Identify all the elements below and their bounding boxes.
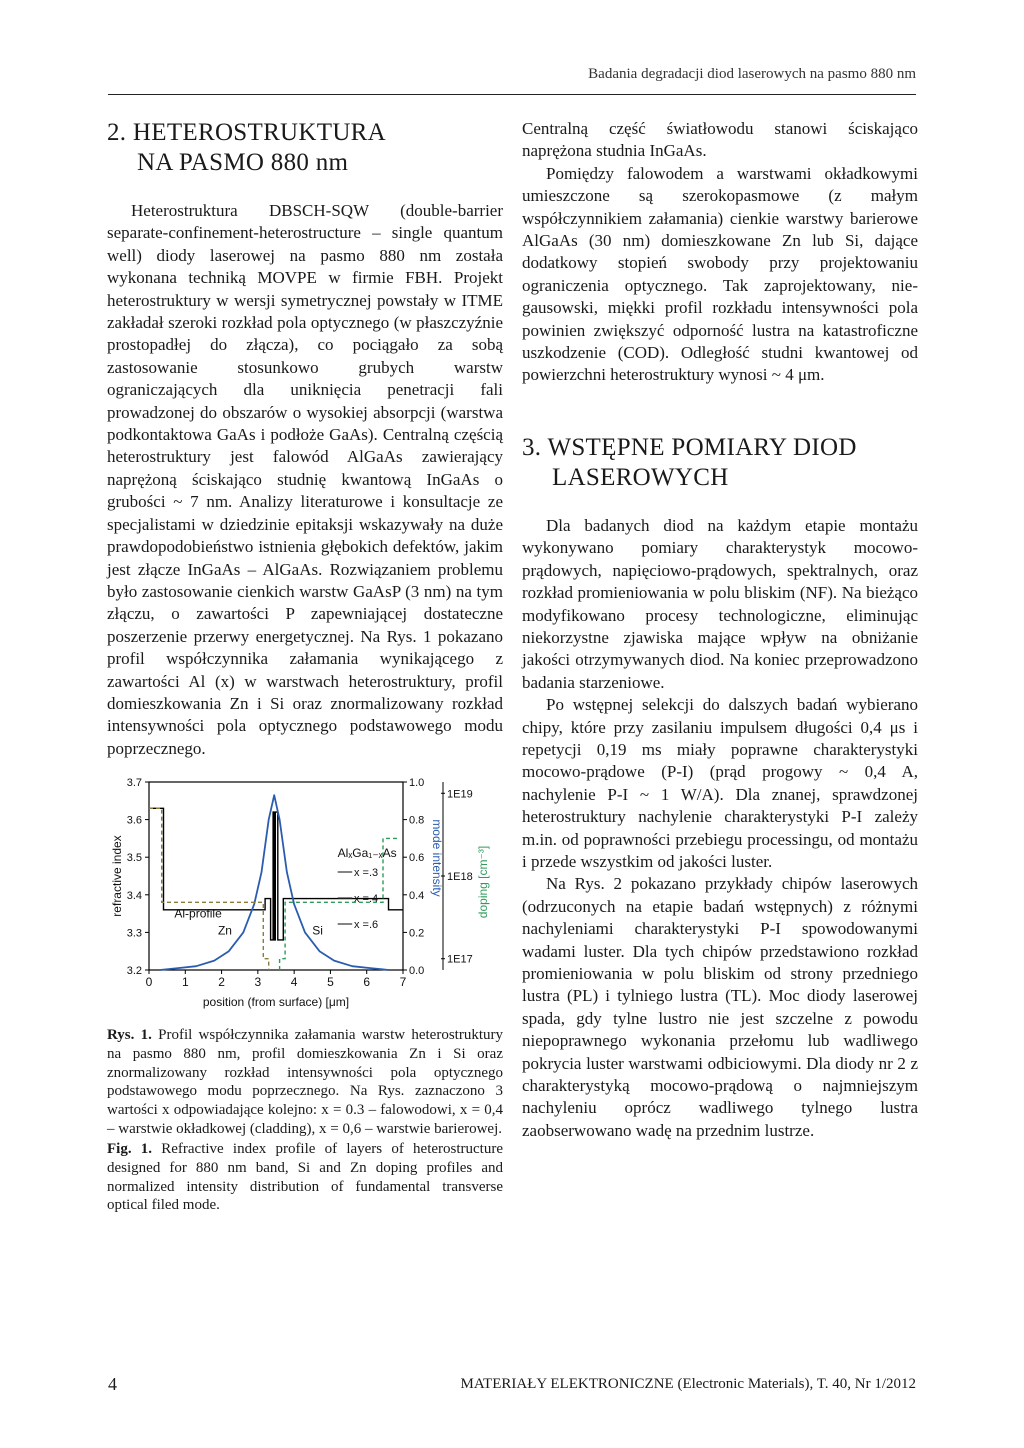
section-3-paragraph-3: Na Rys. 2 pokazano przykłady chipów laserowych (odrzuconych na etapie badań wstępnych) z różnymi nachyleniami charakterystyki P-I spowodowanymi wadami luster. Dla tych chipów przedstawiono rozkład promieniowania w polu bliskim od strony przedniego lustra (PL) i tylniego lustra (TL). Moc diody laserowej spada, gdy tylne lustro nie jest szczelne z powodu niepoprawnego wykonania przełomu lub wadliwego pokrycia luster warstwami odbiciowymi. Dla diody nr 2 z charakterystyką mocowo-prądową o najmniejszym nachyleniu oprócz wadliwego tylnego lustra zaobserwowano wadę na przednim lustrze.: [522, 874, 918, 1140]
annotation-si: Si: [312, 923, 323, 938]
y3-tick-label: 1E17: [447, 953, 473, 966]
x-tick-label: 6: [363, 975, 371, 990]
section-3-paragraph-1: Dla badanych diod na każdym etapie montażu wykonywano pomiary charakterystyk mocowo-prądowych, napięciowo-prądowych, spektralnych, oraz rozkład promieniowania w polu bliskim (NF). Na bieżąco modyfikowano procesy technologiczne, eliminując niekorzystne zjawiska mające wpływ na obniżanie jakości otrzymywanych diod. Na koniec przeprowadzono badania starzeniowe.: [522, 515, 918, 692]
right-column: [522, 118, 918, 1142]
page-number: 4: [108, 1374, 117, 1394]
x-tick-label: 7: [399, 975, 407, 990]
figure-1-caption-en: [107, 1140, 503, 1215]
y-tick-label: 3.4: [126, 889, 142, 902]
y-tick-label: 3.6: [126, 814, 142, 827]
x-axis-label: position (from surface) [μm]: [202, 995, 350, 1010]
annotation-al-profile: Al-profile: [174, 906, 222, 921]
figure-1-caption-pl: [107, 1026, 503, 1138]
x-tick-label: 1: [181, 975, 189, 990]
x-tick-label: 3: [254, 975, 262, 990]
y-tick-label: 3.2: [126, 965, 142, 978]
y2-tick-label: 0.0: [409, 965, 425, 978]
left-column: [107, 118, 503, 1215]
y2-tick-label: 0.2: [409, 927, 425, 940]
section-3-title-line1: 3. WSTĘPNE POMIARY DIOD: [522, 433, 857, 461]
legend-entry: x =.4: [354, 893, 379, 906]
x-tick-label: 0: [145, 975, 153, 990]
y2-tick-label: 1.0: [409, 777, 425, 790]
y-tick-label: 3.5: [126, 852, 142, 865]
journal-footer: MATERIAŁY ELEKTRONICZNE (Electronic Materials), T. 40, Nr 1/2012: [460, 1376, 916, 1392]
running-header: Badania degradacji diod laserowych na pasmo 880 nm: [588, 66, 916, 82]
y2-tick-label: 0.6: [409, 852, 425, 865]
annotation-zn: Zn: [217, 923, 232, 938]
section-3-title-line2: LASEROWYCH: [552, 463, 729, 491]
section-2-title-line2: NA PASMO 880 nm: [137, 149, 349, 176]
legend-entry: x =.3: [354, 867, 379, 880]
header-rule: [108, 94, 916, 95]
y2-tick-label: 0.4: [409, 889, 425, 902]
series-zn-doping: [149, 808, 269, 970]
section-2-title: [107, 118, 503, 178]
x-tick-label: 4: [290, 975, 298, 990]
x-tick-label: 2: [218, 975, 225, 990]
section-3-paragraph-2: Po wstępnej selekcji do dalszych badań wybierano chipy, które przy zasilaniu impulsem długości 0,4 μs i repetycji 0,19 ms miały poprawne charakterystyki mocowo-prądowe (P-I) (prąd progowy ~ 0,4 A, nachylenie P-I ~ 1 W/A). Dla znanej, sprawdzonej heterostruktury nachylenie charakterystyki P-I zależy m.in. od poprawności przebiegu processingu, od montażu i przede wszystkim od jakości luster.: [522, 695, 918, 871]
y-tick-label: 3.7: [126, 777, 142, 790]
x-tick-label: 5: [327, 975, 334, 990]
figure-1-caption-en-label: Fig. 1.: [107, 1141, 153, 1158]
y2-tick-label: 0.8: [409, 814, 425, 827]
y-tick-label: 3.3: [126, 927, 142, 940]
figure-1-caption-pl-text: Profil współczynnika załamania warstw heterostruktury na pasmo 880 nm, profil domieszkowania Zn i Si oraz znormalizowany rozkład intensywności pola optycznego podstawowego modu poprzecznego. Na Rys. zaznaczono 3 wartości x odpowiadające kolejno: x = 0.3 – falowodowi, x = 0,4 – warstwie okładkowej (cladding), x = 0,6 – warstwie barierowej.: [107, 1027, 503, 1137]
y3-tick-label: 1E19: [447, 788, 473, 801]
y3-tick-label: 1E18: [447, 871, 473, 884]
section-3-title: [522, 433, 918, 493]
section-2-continued-2: Pomiędzy falowodem a warstwami okładkowymi umieszczone są szerokopasmowe (z małym współczynnikiem załamania) cienkie warstwy barierowe AlGaAs (30 nm) domieszkowane Zn lub Si, dające dodatkowy stopień swobody przy projektowaniu ograniczenia optycznego. Tak zaprojektowany, nie-gausowski, miękki profil rozkładu intensywności pola powinien zwiększyć odporność lustra na katastroficzne uszkodzenie (COD). Odległość studni kwantowej od powierzchni heterostruktury wynosi ~ 4 μm.: [522, 163, 918, 385]
legend-title: AlₓGa₁₋ₓAs: [337, 846, 397, 861]
legend-entry: x =.6: [354, 919, 379, 932]
section-2-continued-1: Centralną część światłowodu stanowi ściskająco naprężona studnia InGaAs.: [522, 119, 918, 161]
figure-1: [107, 774, 503, 1014]
figure-1-chart: [107, 774, 503, 1014]
section-2-title-line1: 2. HETEROSTRUKTURA: [107, 119, 387, 146]
section-2-paragraph: Heterostruktura DBSCH-SQW (double-barrier separate-confinement-heterostructure – single quantum well) diody laserowej na pasmo 880 nm została wykonana techniką MOVPE w firmie FBH. Projekt heterostruktury w wersji symetrycznej powstały w ITME zakładał szeroki rozkład pola optycznego (w płaszczyźnie prostopadłej do złącza), co pociągało za sobą zastosowanie stosunkowo grubych warstw ograniczających dla uniknięcia penetracji fali prowadzonej do obszarów o wysokiej absorpcji (warstwa podkontaktowa GaAs i podłoże GaAs). Centralną częścią heterostruktury jest falowód AlGaAs zawierający naprężoną ściskająco studnię kwantową InGaAs o grubości ~ 7 nm. Analizy literaturowe i konsultacje ze specjalistami w dziedzinie epitaksji wskazywały na duże prawdopodobieństwo istnienia głębokich defektów, jakim jest złącze InGaAs – AlGaAs. Rozwiązaniem problemu było zastosowanie cienkich warstw GaAsP (3 nm) na tym złączu, o zawartości P zapewniającej dostateczne poszerzenie przerwy energetycznej. Na Rys. 1 pokazano profil współczynnika załamania wynikającego z zawartości Al (x) w warstwach heterostruktury, profil domieszkowania Zn i Si oraz znormalizowany rozkład intensywności pola optycznego podstawowego modu poprzecznego.: [107, 201, 503, 758]
figure-1-caption-en-text: Refractive index profile of layers of heterostructure designed for 880 nm band, Si and Zn doping profiles and normalized intensity distribution of fundamental transverse optical filed mode.: [107, 1141, 503, 1214]
y2-axis-label: mode intensity: [430, 819, 444, 897]
y-axis-label: refractive index: [110, 835, 124, 917]
y3-axis-label: doping [cm⁻³]: [476, 845, 490, 919]
figure-1-caption-pl-label: Rys. 1.: [107, 1027, 152, 1044]
